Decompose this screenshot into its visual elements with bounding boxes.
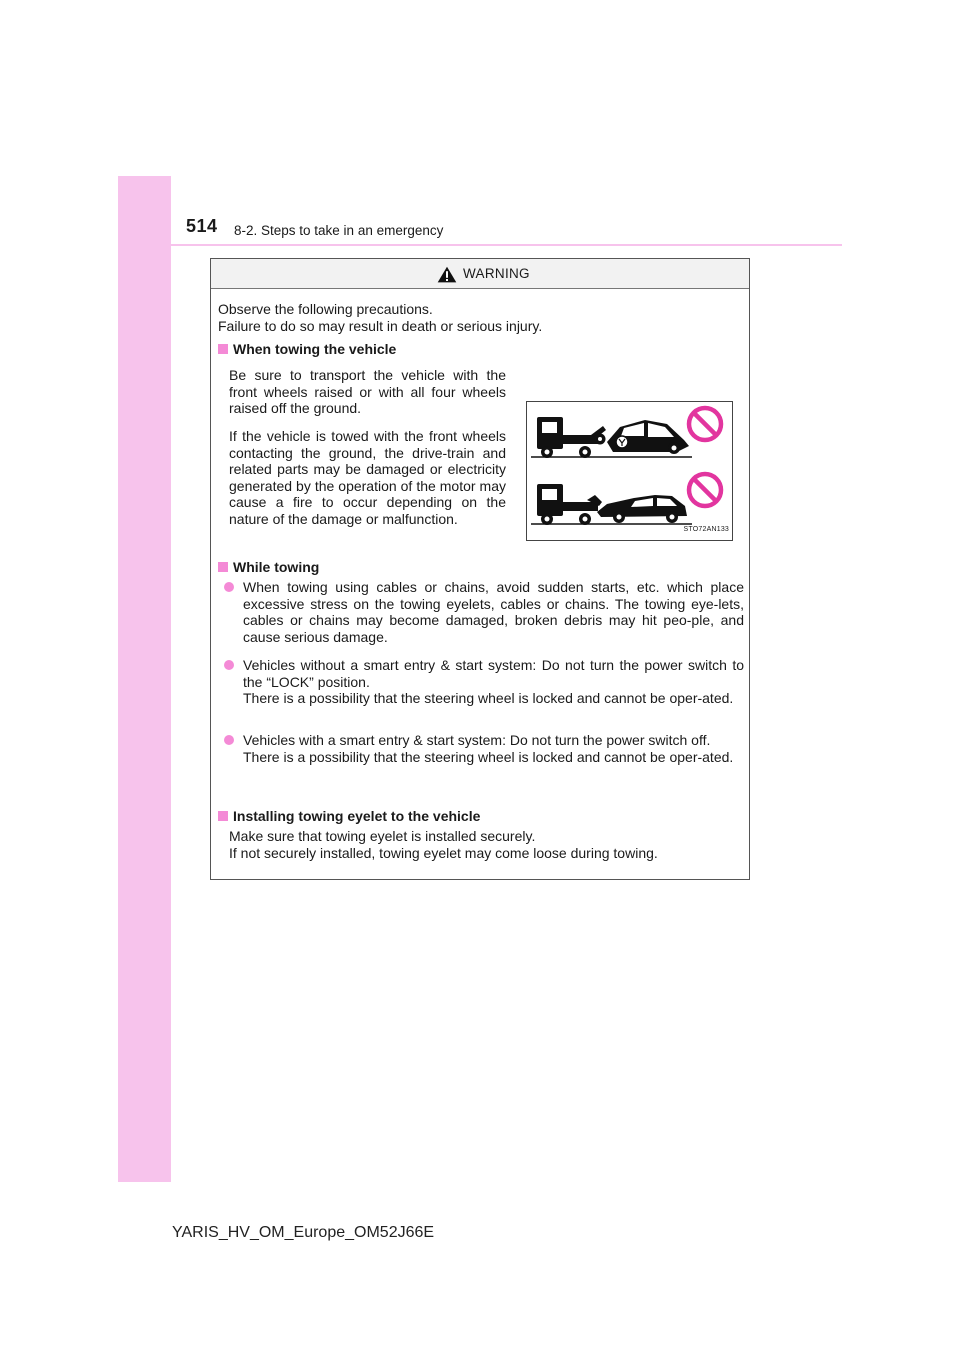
round-bullet-icon <box>224 582 234 592</box>
round-bullet-icon <box>224 735 234 745</box>
footer-doc-id: YARIS_HV_OM_Europe_OM52J66E <box>172 1224 435 1241</box>
warning-triangle-icon <box>437 266 457 283</box>
warning-intro <box>218 301 744 334</box>
header-rule <box>118 244 842 246</box>
page-number: 514 <box>186 216 218 236</box>
heading-while-towing: While towing <box>218 559 319 576</box>
paragraph-eyelet: Make sure that towing eyelet is installed securely. If not securely installed, towing eyelet may come loose during towing. <box>229 828 658 861</box>
intro-line-1: Observe the following precautions. <box>218 301 433 317</box>
towing-illustration <box>526 401 733 541</box>
paragraph-towed-front-wheels: If the vehicle is towed with the front wheels contacting the ground, the drive-train and related parts may be damaged or electricity generated by the operation of the motor may cause a fire to occur depending on the nature of the damage or malfunction. <box>229 428 506 527</box>
square-bullet-icon <box>218 344 228 354</box>
figure-code: STO72AN133 <box>683 525 729 533</box>
tow-truck-bottom <box>531 484 692 525</box>
intro-line-2: Failure to do so may result in death or serious injury. <box>218 317 543 334</box>
page-header <box>186 216 842 246</box>
section-title: 8-2. Steps to take in an emergency <box>234 223 444 238</box>
prohibition-icon-top <box>689 408 721 440</box>
warning-box: WARNING Observe the following precautions. Failure to do so may result in death or serious injury. When towing the vehicle Be sure to transport the vehicle with the front wheels raised or with all four wheels raised off the ground. If the vehicle is towed with the front wheels contacting the ground, the drive-train and related parts may be damaged or electricity generated by the operation of the motor may cause a fire to occur depending on the nature of the damage or malfunction. STO72AN133 While towing When towing using cables or chains, avoid sudden starts, etc. which place excessive stress on the towing eyelets, cables or chains. The towing eye-lets, cables or chains may become damaged, broken debris may hit peo-ple, and cause serious damage. Vehicles without a smart entry & start system: Do not turn the power switch to the “LOCK” position. There is a possibility that the steering wheel is locked and cannot be oper-ated. Vehicles with a smart entry & start system: Do not turn the power switch off. There is a possibility that the steering wheel is locked and cannot be oper-ated. Installing towing eyelet to the vehicle Make sure that towing eyelet is installed securely. If not securely installed, towing eyelet may come loose during towing. <box>210 258 750 880</box>
chapter-side-tab <box>118 176 171 1182</box>
paragraph-transport: Be sure to transport the vehicle with the front wheels raised or with all four wheels raised off the ground. <box>229 367 506 416</box>
heading-when-towing: When towing the vehicle <box>218 341 396 358</box>
tow-truck-top <box>531 417 692 458</box>
warning-header <box>211 259 749 289</box>
square-bullet-icon <box>218 811 228 821</box>
round-bullet-icon <box>224 660 234 670</box>
square-bullet-icon <box>218 562 228 572</box>
warning-title: WARNING <box>463 266 530 281</box>
heading-installing-eyelet: Installing towing eyelet to the vehicle <box>218 808 480 825</box>
prohibition-icon-bottom <box>689 474 721 506</box>
